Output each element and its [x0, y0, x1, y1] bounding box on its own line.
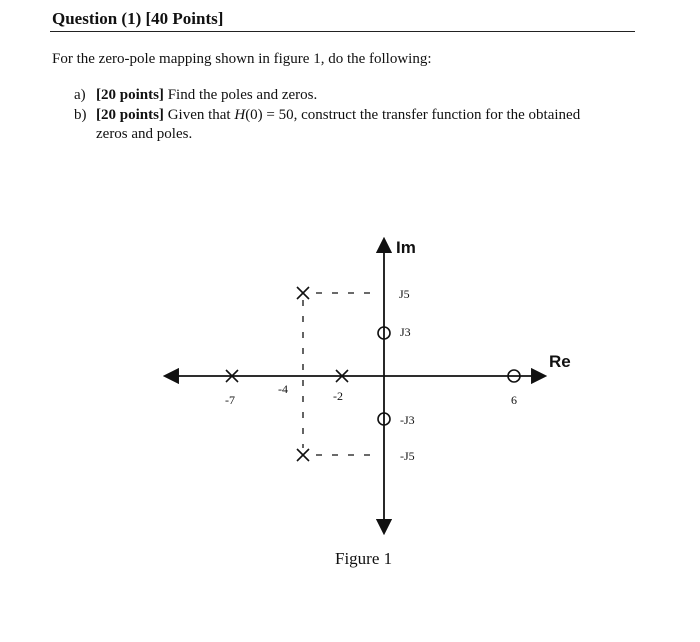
real-axis-label: Re: [549, 352, 571, 371]
item-b-text-after: , construct the transfer function for the obtained: [293, 107, 581, 123]
item-b-math-rest: (0) = 50: [245, 107, 294, 123]
imag-tick-label: -J3: [400, 413, 415, 427]
real-tick-label: -4: [278, 382, 288, 396]
figure-caption: Figure 1: [335, 549, 393, 568]
pole-zero-markers: [226, 287, 520, 461]
pole-marker: [297, 449, 309, 461]
item-b-points: [20 points]: [96, 107, 164, 123]
question-intro: For the zero-pole mapping shown in figure 1, do the following:: [52, 51, 432, 67]
imag-tick-label: -J5: [400, 449, 415, 463]
real-tick-label: -7: [225, 393, 235, 407]
item-b-continuation: zeros and poles.: [96, 126, 193, 142]
real-tick-label: 6: [511, 393, 517, 407]
item-a-text: Find the poles and zeros.: [163, 87, 318, 103]
item-b-math-symbol: H: [234, 107, 246, 123]
question-title: Question (1) [40 Points]: [52, 9, 224, 28]
pole-marker: [297, 287, 309, 299]
item-a-points: [20 points]: [96, 87, 164, 103]
real-tick-label: -2: [333, 389, 343, 403]
imaginary-axis-label: Im: [396, 238, 416, 257]
imag-tick-label: J3: [400, 325, 411, 339]
item-a-label: a): [74, 87, 86, 103]
imag-tick-label: J5: [399, 287, 410, 301]
item-b-text-before: Given that: [163, 107, 235, 123]
item-b-label: b): [74, 107, 87, 123]
